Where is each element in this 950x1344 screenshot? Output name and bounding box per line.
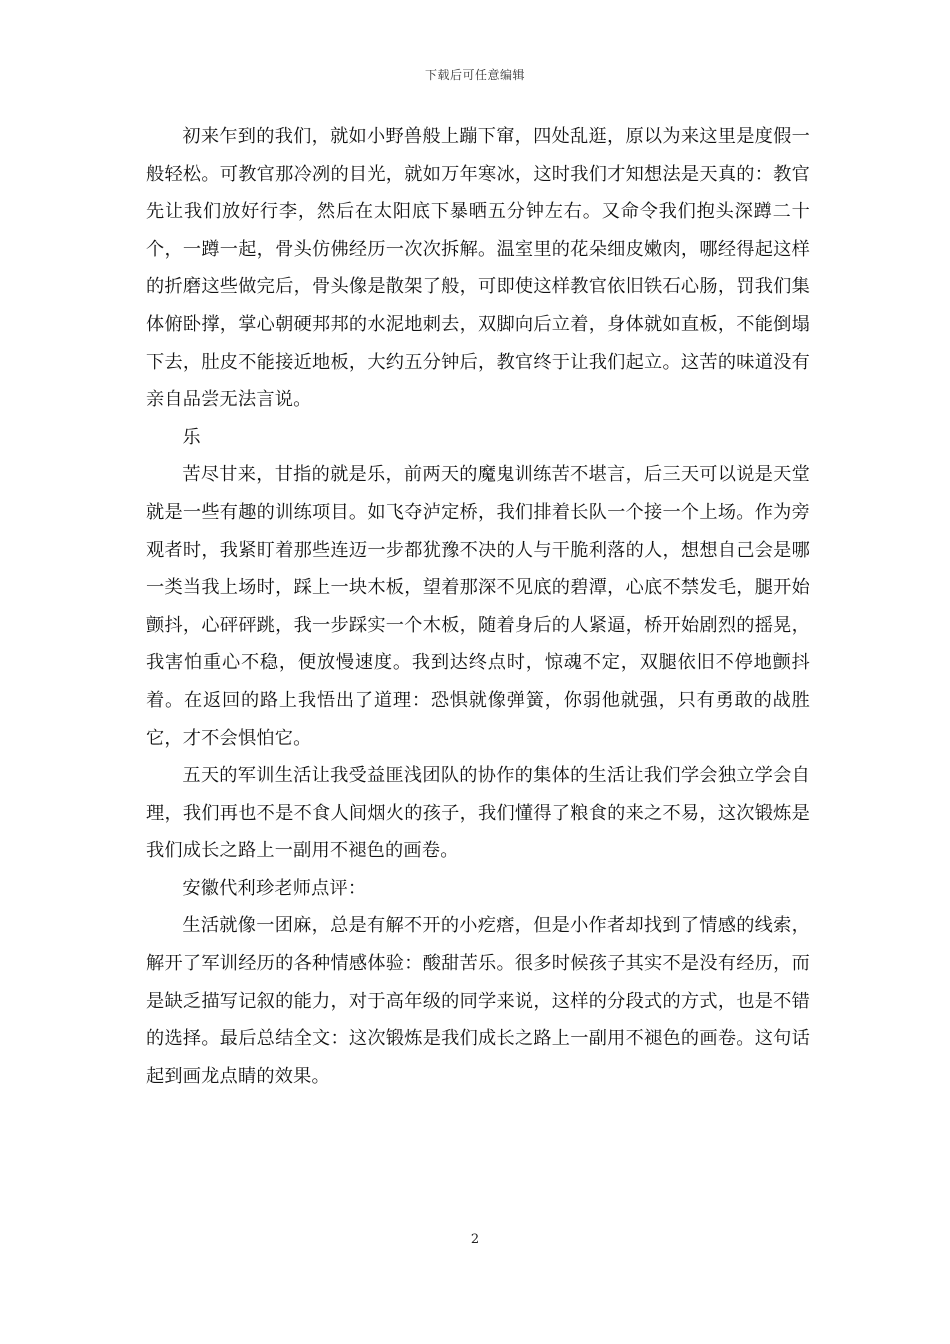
paragraph-conclusion: 五天的军训生活让我受益匪浅团队的协作的集体的生活让我们学会独立学会自理，我们再也不是不食人间烟火的孩子，我们懂得了粮食的来之不易，这次锻炼是我们成长之路上一副用不褪色的画卷。: [146, 765, 810, 862]
page-number: 2: [470, 1232, 480, 1247]
paragraph-bitterness: 初来乍到的我们，就如小野兽般上蹦下窜，四处乱逛，原以为来这里是度假一般轻松。可教官那冷冽的目光，就如万年寒冰，这时我们才知想法是天真的：教官先让我们放好行李，然后在太阳底下暴晒五分钟左右。又命令我们抱头深蹲二十个，一蹲一起，骨头仿佛经历一次次拆解。温室里的花朵细皮嫩肉，哪经得起这样的折磨这些做完后，骨头像是散架了般，可即使这样教官依旧铁石心肠，罚我们集体俯卧撑，掌心朝硬邦邦的水泥地刺去，双脚向后立着，身体就如直板，不能倒塌下去，肚皮不能接近地板，大约五分钟后，教官终于让我们起立。这苦的味道没有亲自品尝无法言说。: [146, 126, 810, 411]
body-text: [146, 118, 810, 1095]
page-header: 下载后可任意编辑: [424, 68, 525, 82]
teacher-comment: 生活就像一团麻，总是有解不开的小疙瘩，但是小作者却找到了情感的线索，解开了军训经历的各种情感体验：酸甜苦乐。很多时候孩子其实不是没有经历，而是缺乏描写记叙的能力，对于高年级的同学来说，这样的分段式的方式，也是不错的选择。最后总结全文：这次锻炼是我们成长之路上一副用不褪色的画卷。这句话起到画龙点睛的效果。: [146, 915, 810, 1087]
section-heading-joy: 乐: [182, 426, 201, 448]
paragraph-joy: 苦尽甘来，甘指的就是乐，前两天的魔鬼训练苦不堪言，后三天可以说是天堂就是一些有趣的训练项目。如飞夺泸定桥，我们排着长队一个接一个上场。作为旁观者时，我紧盯着那些连迈一步都犹豫不决的人与干脆利落的人，想想自己会是哪一类当我上场时，踩上一块木板，望着那深不见底的碧潭，心底不禁发毛，腿开始颤抖，心砰砰跳，我一步踩实一个木板，随着身后的人紧逼，桥开始剧烈的摇晃，我害怕重心不稳，便放慢速度。我到达终点时，惊魂不定，双腿依旧不停地颤抖着。在返回的路上我悟出了道理：恐惧就像弹簧，你弱他就强，只有勇敢的战胜它，才不会惧怕它。: [146, 464, 810, 749]
teacher-comment-heading: 安徽代利珍老师点评：: [182, 877, 367, 899]
